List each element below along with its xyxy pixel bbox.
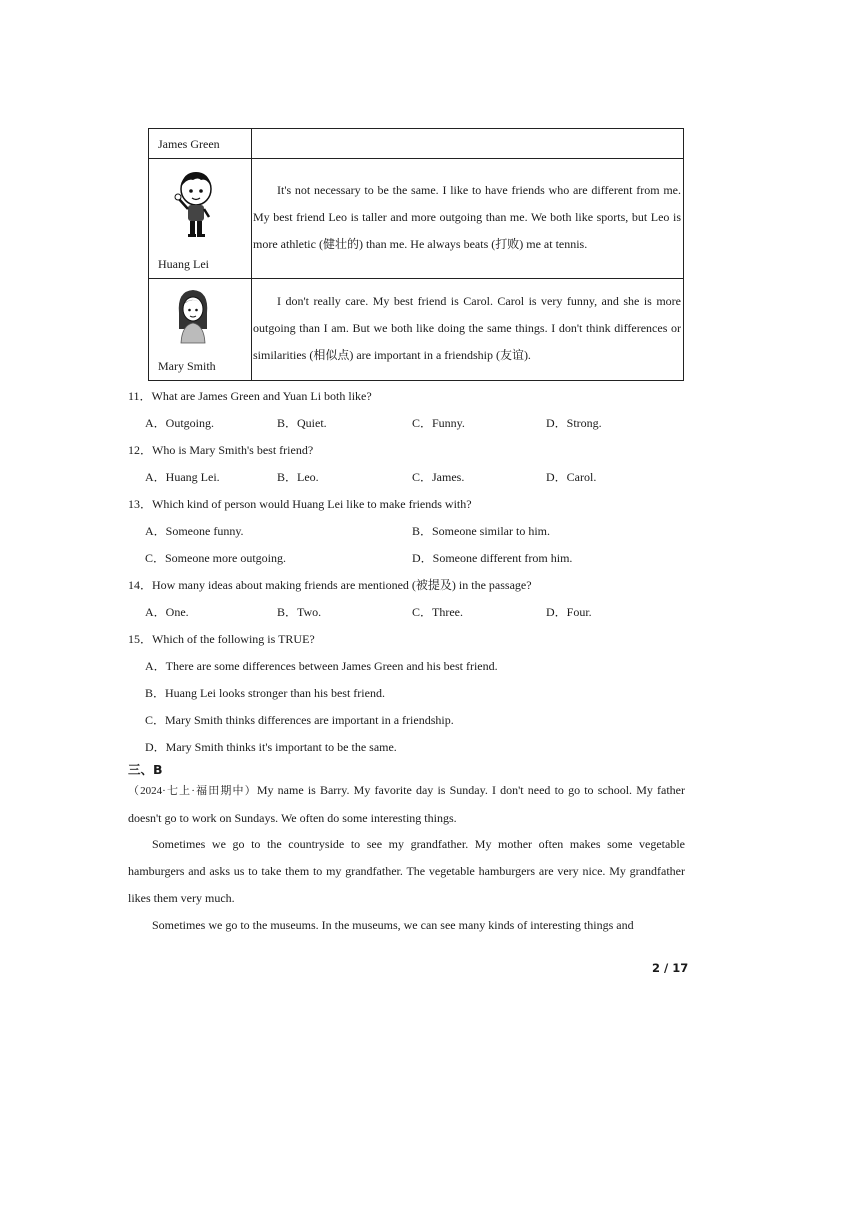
q13-option-d[interactable]: D．Someone different from him. xyxy=(412,551,573,565)
girl-icon xyxy=(173,287,213,345)
q15-option-b[interactable]: B．Huang Lei looks stronger than his best friend. xyxy=(145,686,385,700)
question-13: 13．Which kind of person would Huang Lei like to make friends with? xyxy=(128,497,472,511)
q14-option-b[interactable]: B．Two. xyxy=(277,605,322,619)
passage-paragraph-3: Sometimes we go to the museums. In the museums, we can see many kinds of interesting things and xyxy=(152,918,634,932)
question-14: 14．How many ideas about making friends are mentioned (被提及) in the passage? xyxy=(128,578,532,592)
question-12: 12．Who is Mary Smith's best friend? xyxy=(128,443,314,457)
passage-paragraph-2: Sometimes we go to the countryside to see my grandfather. My mother often makes some vegetable hamburgers and asks us to take them to my grandfather. The vegetable hamburgers are very nice. My grandfather likes them very much. xyxy=(128,837,685,905)
boy-waving-icon xyxy=(171,169,221,241)
q15-option-d[interactable]: D．Mary Smith thinks it's important to be the same. xyxy=(145,740,397,754)
q12-option-b[interactable]: B．Leo. xyxy=(277,470,319,484)
q13-option-c[interactable]: C．Someone more outgoing. xyxy=(145,551,286,565)
q15-option-a[interactable]: A．There are some differences between James Green and his best friend. xyxy=(145,659,498,673)
person-name-james: James Green xyxy=(158,137,220,151)
friends-table xyxy=(148,128,684,381)
passage-paragraph-1 xyxy=(128,777,685,832)
q11-option-d[interactable]: D．Strong. xyxy=(546,416,602,430)
q14-option-d[interactable]: D．Four. xyxy=(546,605,592,619)
person-name-huang-lei: Huang Lei xyxy=(158,257,209,271)
table-header-row xyxy=(149,129,684,159)
q12-option-d[interactable]: D．Carol. xyxy=(546,470,597,484)
q13-option-b[interactable]: B．Someone similar to him. xyxy=(412,524,550,538)
q11-option-b[interactable]: B．Quiet. xyxy=(277,416,327,430)
page-number: 2 / 17 xyxy=(652,961,689,975)
section-title: 三、B xyxy=(128,762,163,777)
q13-option-a[interactable]: A．Someone funny. xyxy=(145,524,244,538)
q11-option-a[interactable]: A．Outgoing. xyxy=(145,416,215,430)
passage-paragraph-1-text: My name is Barry. My favorite day is Sunday. I don't need to go to school. My father doesn't go to work on Sundays. We often do some interesting things. xyxy=(128,783,685,825)
q14-option-c[interactable]: C．Three. xyxy=(412,605,463,619)
mary-smith-statement: I don't really care. My best friend is Carol. Carol is very funny, and she is more outgoing than I am. But we both like doing the same things. I don't think differences or similarities (相似点) are important in a friendship (友谊). xyxy=(253,294,681,362)
question-11: 11．What are James Green and Yuan Li both like? xyxy=(128,389,372,403)
q11-option-c[interactable]: C．Funny. xyxy=(412,416,465,430)
q15-option-c[interactable]: C．Mary Smith thinks differences are important in a friendship. xyxy=(145,713,454,727)
huang-lei-statement: It's not necessary to be the same. I like to have friends who are different from me. My best friend Leo is taller and more outgoing than me. We both like sports, but Leo is more athletic (健壮的) than me. He always beats (打败) me at tennis. xyxy=(253,183,681,251)
q12-option-c[interactable]: C．James. xyxy=(412,470,465,484)
q12-option-a[interactable]: A．Huang Lei. xyxy=(145,470,220,484)
table-row-mary-smith xyxy=(149,279,684,381)
q14-option-a[interactable]: A．One. xyxy=(145,605,189,619)
person-name-mary-smith: Mary Smith xyxy=(158,359,216,373)
passage-source: （2024·七上·福田期中） xyxy=(128,785,257,797)
question-15: 15．Which of the following is TRUE? xyxy=(128,632,315,646)
table-row-huang-lei xyxy=(149,159,684,279)
